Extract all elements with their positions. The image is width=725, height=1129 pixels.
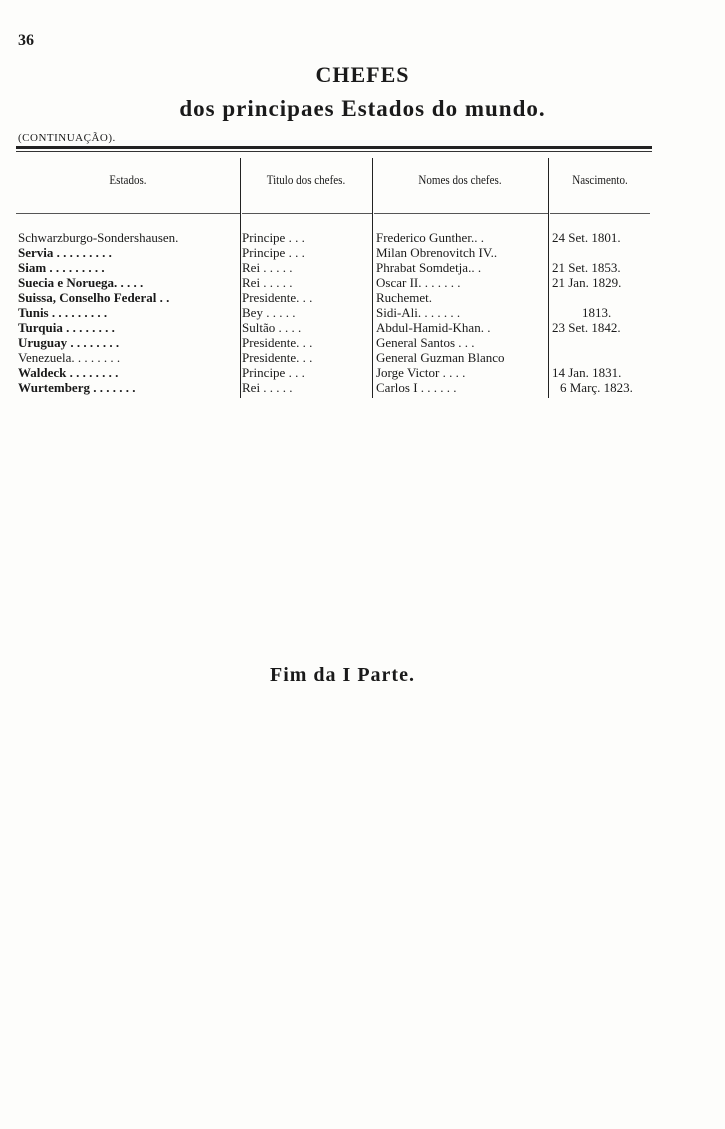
cell-estado: Schwarzburgo-Sondershausen. — [18, 230, 179, 245]
cell-nome: Abdul-Hamid-Khan. . — [376, 320, 491, 335]
page-subtitle: dos principaes Estados do mundo. — [179, 96, 546, 121]
cell-nascimento: 14 Jan. 1831. — [552, 365, 622, 380]
top-rule-thin — [16, 151, 652, 152]
cell-titulo: Principe . . . — [242, 365, 305, 380]
cell-titulo: Principe . . . — [242, 245, 305, 260]
table-row — [16, 350, 652, 365]
cell-estado: Siam . . . . . . . . . — [18, 260, 105, 275]
header-nomes: Nomes dos chefes. — [418, 172, 502, 187]
cell-titulo: Bey . . . . . — [242, 305, 296, 320]
header-rule — [374, 213, 548, 214]
cell-titulo: Rei . . . . . — [242, 260, 293, 275]
end-of-part-text: Fim da I Parte. — [270, 664, 415, 686]
cell-estado: Suissa, Conselho Federal . . — [18, 290, 170, 305]
cell-estado: Tunis . . . . . . . . . — [18, 305, 108, 320]
cell-nome: Phrabat Somdetja.. . — [376, 260, 482, 275]
top-rule-thick — [16, 146, 652, 149]
cell-estado: Wurtemberg . . . . . . . — [18, 380, 136, 395]
table-row — [16, 260, 652, 275]
cell-nascimento: 24 Set. 1801. — [552, 230, 621, 245]
header-estados: Estados. — [109, 172, 147, 187]
cell-nome: Jorge Victor . . . . — [376, 365, 466, 380]
continuation-note: (CONTINUAÇÃO). — [18, 132, 116, 144]
cell-nome: Frederico Gunther.. . — [376, 230, 484, 245]
cell-estado: Venezuela. . . . . . . . — [18, 350, 121, 365]
cell-titulo: Rei . . . . . — [242, 380, 293, 395]
cell-titulo: Sultão . . . . — [242, 320, 302, 335]
header-titulo: Titulo dos chefes. — [266, 172, 346, 187]
cell-nome: Ruchemet. — [376, 290, 432, 305]
cell-estado: Turquia . . . . . . . . — [18, 320, 115, 335]
cell-nome: General Guzman Blanco — [376, 350, 505, 365]
cell-estado: Servia . . . . . . . . . — [18, 245, 112, 260]
table-row — [16, 320, 652, 335]
table-row — [16, 335, 652, 350]
page-title: CHEFES — [315, 62, 410, 87]
table-row — [16, 245, 652, 260]
cell-nome: Oscar II. . . . . . . — [376, 275, 461, 290]
cell-nascimento: 1813. — [582, 305, 612, 320]
table-row — [16, 290, 652, 305]
cell-nascimento: 6 Març. 1823. — [560, 380, 633, 395]
cell-titulo: Presidente. . . — [242, 335, 313, 350]
cell-titulo: Presidente. . . — [242, 290, 313, 305]
header-rule — [242, 213, 372, 214]
cell-nome: Carlos I . . . . . . — [376, 380, 457, 395]
table-row — [16, 230, 652, 245]
chiefs-table — [16, 158, 652, 398]
table-row — [16, 275, 652, 290]
table-row — [16, 380, 652, 395]
page-number: 36 — [18, 32, 34, 49]
cell-titulo: Principe . . . — [242, 230, 305, 245]
cell-titulo: Rei . . . . . — [242, 275, 293, 290]
cell-nome: General Santos . . . — [376, 335, 475, 350]
cell-estado: Uruguay . . . . . . . . — [18, 335, 120, 350]
cell-nascimento: 23 Set. 1842. — [552, 320, 621, 335]
header-rule — [550, 213, 650, 214]
cell-titulo: Presidente. . . — [242, 350, 313, 365]
cell-estado: Waldeck . . . . . . . . — [18, 365, 119, 380]
cell-nome: Milan Obrenovitch IV.. — [376, 245, 498, 260]
header-rule — [16, 213, 240, 214]
cell-nascimento: 21 Jan. 1829. — [552, 275, 622, 290]
cell-nascimento: 21 Set. 1853. — [552, 260, 621, 275]
cell-estado: Suecia e Noruega. . . . . — [18, 275, 144, 290]
table-row — [16, 305, 652, 320]
header-nascimento: Nascimento. — [572, 172, 628, 187]
end-of-part-heading — [0, 664, 725, 687]
cell-nome: Sidi-Ali. . . . . . . — [376, 305, 461, 320]
table-row — [16, 365, 652, 380]
